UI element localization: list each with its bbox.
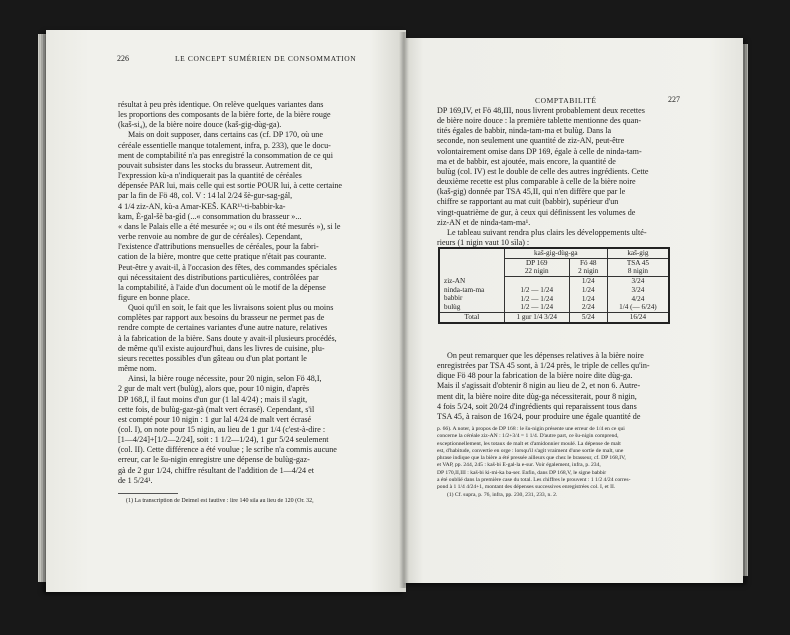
text-line: céréale essentielle manque totalement, infra, p. 233), que le docu- [118,140,331,150]
footnote-line: (1) Cf. supra, p. 76, infra, pp. 230, 231, 233, n. 2. [447,491,558,498]
text-line: seconde, non seulement une quantité de ziz-AN, peut-être [437,136,625,146]
text-line: [1—4/24]+[1/2—2/24], soit : 1 1/2—1/24), 1 gur 5/24 seulement [118,435,329,445]
text-line: (col. I), on note pour 15 nigin, au lieu de 1 gur 1/4 (c'est-à-dire : [118,425,326,434]
footnote-line: p. 66). A noter, à propos de DP 168 : le šu-nigin présente une erreur de 1/4 en ce qui [437,426,625,432]
table-corner [439,248,504,277]
footnote-line: DP 170,II,III : kaš-bi ki-mi-ka ba-ser. Enfin, dans DP 168,V, le signe babbir [437,469,607,476]
footnote-line: phrase indique que la bière a été pressée ailleurs que chez le brasseur, cf. DP 168,IV, [437,455,626,462]
text-line: cation de la bière, montre que cette pratique n'était pas courante. [118,252,327,262]
footnote-line: exceptionnellement, les totaux de malt et d'amidonnier moulé. La dépense de malt [437,440,621,447]
text-line: figure en bonne place. [118,292,190,302]
text-line: même nom. [118,364,157,374]
text-line: (col. II). Cette différence a été voulue ; le scribe n'a commis aucune [118,445,337,455]
text-line: kam, É-gal-šè ba-gìd (...« consommation du brasseur »... [118,211,302,221]
left-body-text [118,100,370,486]
text-line: pouvait subsister dans les stocks du brasseur. Autrement dit, [118,160,313,170]
text-line: volontairement omise dans DP 169, égale à celle de ninda-tam- [437,146,642,156]
text-line: de 1 5/24¹. [118,475,153,485]
table-total-row [439,312,669,322]
text-line: Le tableau suivant rendra plus clairs les développements ulté- [447,227,647,237]
table-cell: 3/24 3/24 4/24 1/4 (— 6/24) [607,277,669,313]
text-line: de même qu'il existe aujourd'hui, dans les livres de cuisine, plu- [118,343,325,353]
text-line: DP 168,I, il faut moins d'un gur (1 lal 4/24) ; mais il s'agit, [118,394,308,404]
text-line: la comptabilité, à l'aide d'un document où le motif de la dépense [118,282,326,292]
left-running-head: LE CONCEPT SUMÉRIEN DE CONSOMMATION [175,54,357,63]
text-line: TSA 45, à raison de 16/24, pour produire une égale quantité de [437,411,641,421]
text-line: vingt-quatrième de gur, à ceux qui définissent les volumes de [437,207,636,217]
text-line: gà de 2 gur 1/24, chiffre résultant de l'addition de 1—4/24 et [118,465,314,475]
text-line: complètes par rapport aux besoins du brasseur ne permet pas de [118,313,325,323]
recipe-table [438,247,670,324]
text-line: sieurs recettes possibles d'un gâteau ou d'un plat portant le [118,353,307,363]
left-page-number: 226 [117,54,129,63]
text-line: ment dit, la bière noire dite dùg-ga nécessiterait, pour 8 nigin, [437,391,637,401]
text-line: chiffre se rapportant au mat cuit (babbir), supérieur d'un [437,197,619,207]
right-running-head: COMPTABILITÉ [535,96,597,105]
text-line: « dans le Palais elle a été mesurée »; ou « ils ont été mesurés »), si le [118,221,341,231]
table-col-header: Fö 48 2 nigin [569,258,607,276]
footnote-line: pond à 1 1/4 4/24+1, montant des dépenses successives enregistrées col. I, et II. [437,484,616,491]
text-line: On peut remarquer que les dépenses relatives à la bière noire [447,351,644,360]
table-group-header: kaš-gig [607,248,669,258]
text-line: l'existence d'attributions mensuelles de céréales, pour la fabri- [118,242,319,252]
table-row-labels: ziz-AN ninda-tam-ma babbir bulùg [439,277,504,313]
text-line: Mais il s'agissait d'obtenir 8 nigin au lieu de 2, et non 6. Autre- [437,381,641,391]
table-cell: 1/24 1/24 1/24 2/24 [569,277,607,313]
text-line: ziz-AN et de ninda-tam-ma¹. [437,217,531,227]
text-line: rieurs (1 nigin vaut 10 sìla) : [437,238,530,248]
text-line: est compté pour 10 nigin : 1 gur lal 4/24 de malt vert écrasé [118,414,312,424]
text-line: 4 1/4 ziz-AN, kù-a Amar-KEŠ. KAR¹⁾-ti-babbir-ka- [118,201,286,211]
text-line: dique Fö 48 pour la fabrication de la bière noire dite dùg-ga. [437,371,633,381]
text-line: résultat à peu près identique. On relève quelques variantes dans [118,100,324,109]
text-line: 4 fois 5/24, soit 20/24 d'ingrédients qui reparaissent tous dans [437,401,637,411]
right-body-text [437,106,673,248]
text-line: Ainsi, la bière rouge nécessite, pour 20 nigin, selon Fö 48,I, [128,374,322,384]
text-line: à la fabrication de la bière. Sans doute y avait-il plusieurs procédés, [118,333,337,343]
text-line: Quoi qu'il en soit, le fait que les livraisons soient plus ou moins [128,303,334,313]
text-line: (kaš-gig) donnée par TSA 45,II, qui n'en diffère que par le [437,187,626,197]
table-total-cell: 1 gur 1/4 3/24 [504,312,569,322]
table-total-cell: 5/24 [569,312,607,322]
text-line: 2 gur de malt vert (bulùg), alors que, pour 10 nigin, d'après [118,384,310,394]
text-line: qui nécessitaient des distributions particulières, contrôlées par [118,272,319,282]
table-cell: 1/2 — 1/24 1/2 — 1/24 1/2 — 1/24 [504,277,569,313]
text-line: tités égales de babbir, ninda-tam-ma et bulùg. Dans la [437,126,612,136]
text-line: Mais on doit supposer, dans certains cas (cf. DP 170, où une [128,130,323,140]
footnote-line: concerne la céréale ziz-AN : 1/2+3/4 = 1 1/4. D'autre part, ce šu-nigin comprend, [437,433,619,440]
right-footnotes [437,426,675,499]
left-footnote-rule [118,493,178,494]
text-line: l'expression kù-a n'indiquerait pas la quantité de céréales [118,171,302,181]
text-line: erreur, car le šu-nigin enregistre une dépense de bulùg-gaz- [118,455,310,465]
text-line: rendre compte de certaines variantes d'une autre nature, relatives [118,323,328,333]
footnote-line: est, d'habitude, convertie en orge : lorsqu'il s'agit vraiment d'une sortie de malt, une [437,447,624,454]
table-col-header: DP 169 22 nigin [504,258,569,276]
text-line: cette fois, de bulùg-gaz-gà (malt vert écrasé). Cependant, s'il [118,404,315,414]
table-total-label: Total [439,312,504,322]
footnote-line: et VAP, pp. 244, 245 : kaš-bi É-gal-la e-sur. Voir également, infra, p. 234, [437,462,601,469]
text-line: DP 169,IV, et Fö 48,III, nous livrent probablement deux recettes [437,106,645,115]
book-spine-shadow [399,32,409,588]
text-line: les proportions des composants de la bière forte, de la bière rouge [118,110,331,120]
text-line: Peut-être y avait-il, à l'occasion des fêtes, des commandes spéciales [118,262,337,272]
table-row [439,277,669,313]
text-line: deuxième recette est plus comparable à celle de la bière noire [437,177,636,187]
table-col-header: TSA 45 8 nigin [607,258,669,276]
text-line: par la fin de Fö 48, col. V : 14 lal 2/24 šè-gur-sag-gál, [118,191,293,201]
text-line: ma et de babbir, est ajoutée, mais encore, la quantité de [437,156,616,166]
text-line: bulùg (col. IV) est le double de celle des autres ingrédients. Cette [437,166,649,176]
table-group-header: kaš-gig-dùg-ga [504,248,607,258]
text-line: verbe renvoie au nombre de gur de céréales). Cependant, [118,232,303,242]
footnote-line: a été oublié dans la première case du total. Les chiffres le prouvent : 1 1/2 4/24 corres- [437,477,631,484]
text-line: dépensée PAR lui, mais celle qui est sortie POUR lui, à cette certaine [118,181,343,191]
text-line: (kaš-si₄), de la bière noire douce (kaš-gig-dùg-ga). [118,120,282,130]
text-line: ment de comptabilité n'a pas enregistré la consommation de ce qui [118,150,333,160]
left-footnote: (1) La transcription de Deimel est fautive : lire 140 sìla au lieu de 120 (Or. 32, [126,498,314,504]
right-page-number: 227 [668,95,680,104]
right-body-text-2 [437,351,673,422]
text-line: enregistrées par TSA 45 sont, à 1/24 près, le triple de celles qu'in- [437,361,650,371]
text-line: de bière noire douce : la première tablette mentionne des quan- [437,116,642,126]
table-total-cell: 16/24 [607,312,669,322]
